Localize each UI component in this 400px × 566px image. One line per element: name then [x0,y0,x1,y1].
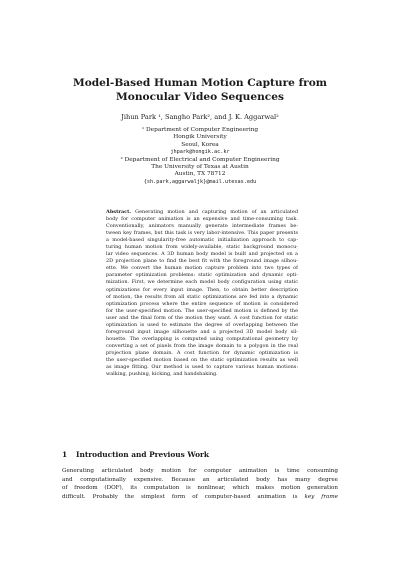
abstract-line: for the user-specified motion. The user-specified motion is defined by the [106,307,298,314]
body-line: Generating articulated body motion for computer animation is time consuming [62,468,338,474]
abstract-line: turing human motion from widely-available, static background monocu- [106,244,298,251]
abstract-line: of motion, the results from all static optimizations are fed into a dynamic [106,293,298,300]
abstract-line: user and the final form of the motion they want. A cost function for static [106,314,298,321]
abstract-line: converting a set of pixels from the image domain to a polygon in the real [106,342,298,349]
abstract-line: foreground input image silhouette and a projected 3D model body sil- [106,328,298,335]
abstract-line: body for computer animation is an expensive and time-consuming task. [106,216,298,223]
affiliation-line: Austin, TX 78712 [174,171,226,178]
author-email: {sh.park,aggarwaljk}@mail.utexas.edu [143,178,257,185]
abstract-line: houette. The overlapping is computed using computational geometry by [106,335,298,342]
body-text-run: difficult. Probably the simplest form of computer-based animation is [62,493,305,500]
body-text [62,467,338,501]
affiliations [60,127,340,186]
abstract-line [106,209,298,216]
abstract-line: optimization process where the entire sequence of motion is considered [106,300,298,307]
body-line: and computationally expensive. Because an articulated body has many degree [62,476,338,483]
abstract-line: Conventionally, animators manually generate intermediate frames be- [106,223,298,230]
abstract-label: Abstract. [106,209,132,215]
abstract [106,209,298,378]
abstract-line: optimization is used to estimate the degree of overlapping between the [106,321,298,328]
abstract-line: parameter optimization problems: static optimization and dynamic opti- [106,272,298,279]
affiliation-line: Hongik University [173,134,227,141]
abstract-line: projection plane domain. A cost function for dynamic optimization is [106,349,298,356]
abstract-text: Generating motion and capturing motion of an articulated [135,209,298,215]
section-title: Introduction and Previous Work [76,450,210,459]
abstract-line: a model-based singularity-free automatic initialization approach to cap- [106,237,298,244]
section-number: 1 [62,450,68,459]
affiliation-line: ² Department of Electrical and Computer Engineering [120,156,280,163]
section-heading [62,450,209,459]
affiliation-line: Seoul, Korea [181,141,219,148]
affiliation-line: ¹ Department of Computer Engineering [141,127,259,133]
abstract-line: tween key frames, but this task is very labor-intensive. This paper presents [106,230,298,237]
body-italic-run: key frame [304,493,338,500]
abstract-line: ette. We convert the human motion capture problem into two types of [106,265,298,272]
abstract-line: walking, pushing, kicking, and handshaking. [106,371,218,378]
body-line [62,493,338,502]
author-email: jhpark@hongik.ac.kr [170,149,230,156]
abstract-line: as image fitting. Our method is used to capture various human motions: [106,364,298,371]
abstract-line: mization. First, we determine each model body configuration using static [106,279,298,286]
author-list: Jihun Park ¹, Sangho Park², and J. K. Aggarwal² [121,113,279,121]
body-line: of freedom (DOF), its computation is nonlinear, which makes motion generation [62,485,338,491]
abstract-line: 2D projection plane to find the best fit with the foreground image silhou- [106,258,298,265]
paper-title [60,76,340,104]
abstract-line: optimizations for every input image. Then, to obtain better description [106,286,298,293]
title-line: Model-Based Human Motion Capture from [72,77,328,89]
abstract-line: lar video sequences. A 3D human body model is built and projected on a [106,251,298,258]
affiliation-line: The University of Texas at Austin [151,164,249,171]
title-line: Monocular Video Sequences [116,91,284,103]
abstract-line: the user-specified motion based on the static optimization results as well [106,356,298,363]
